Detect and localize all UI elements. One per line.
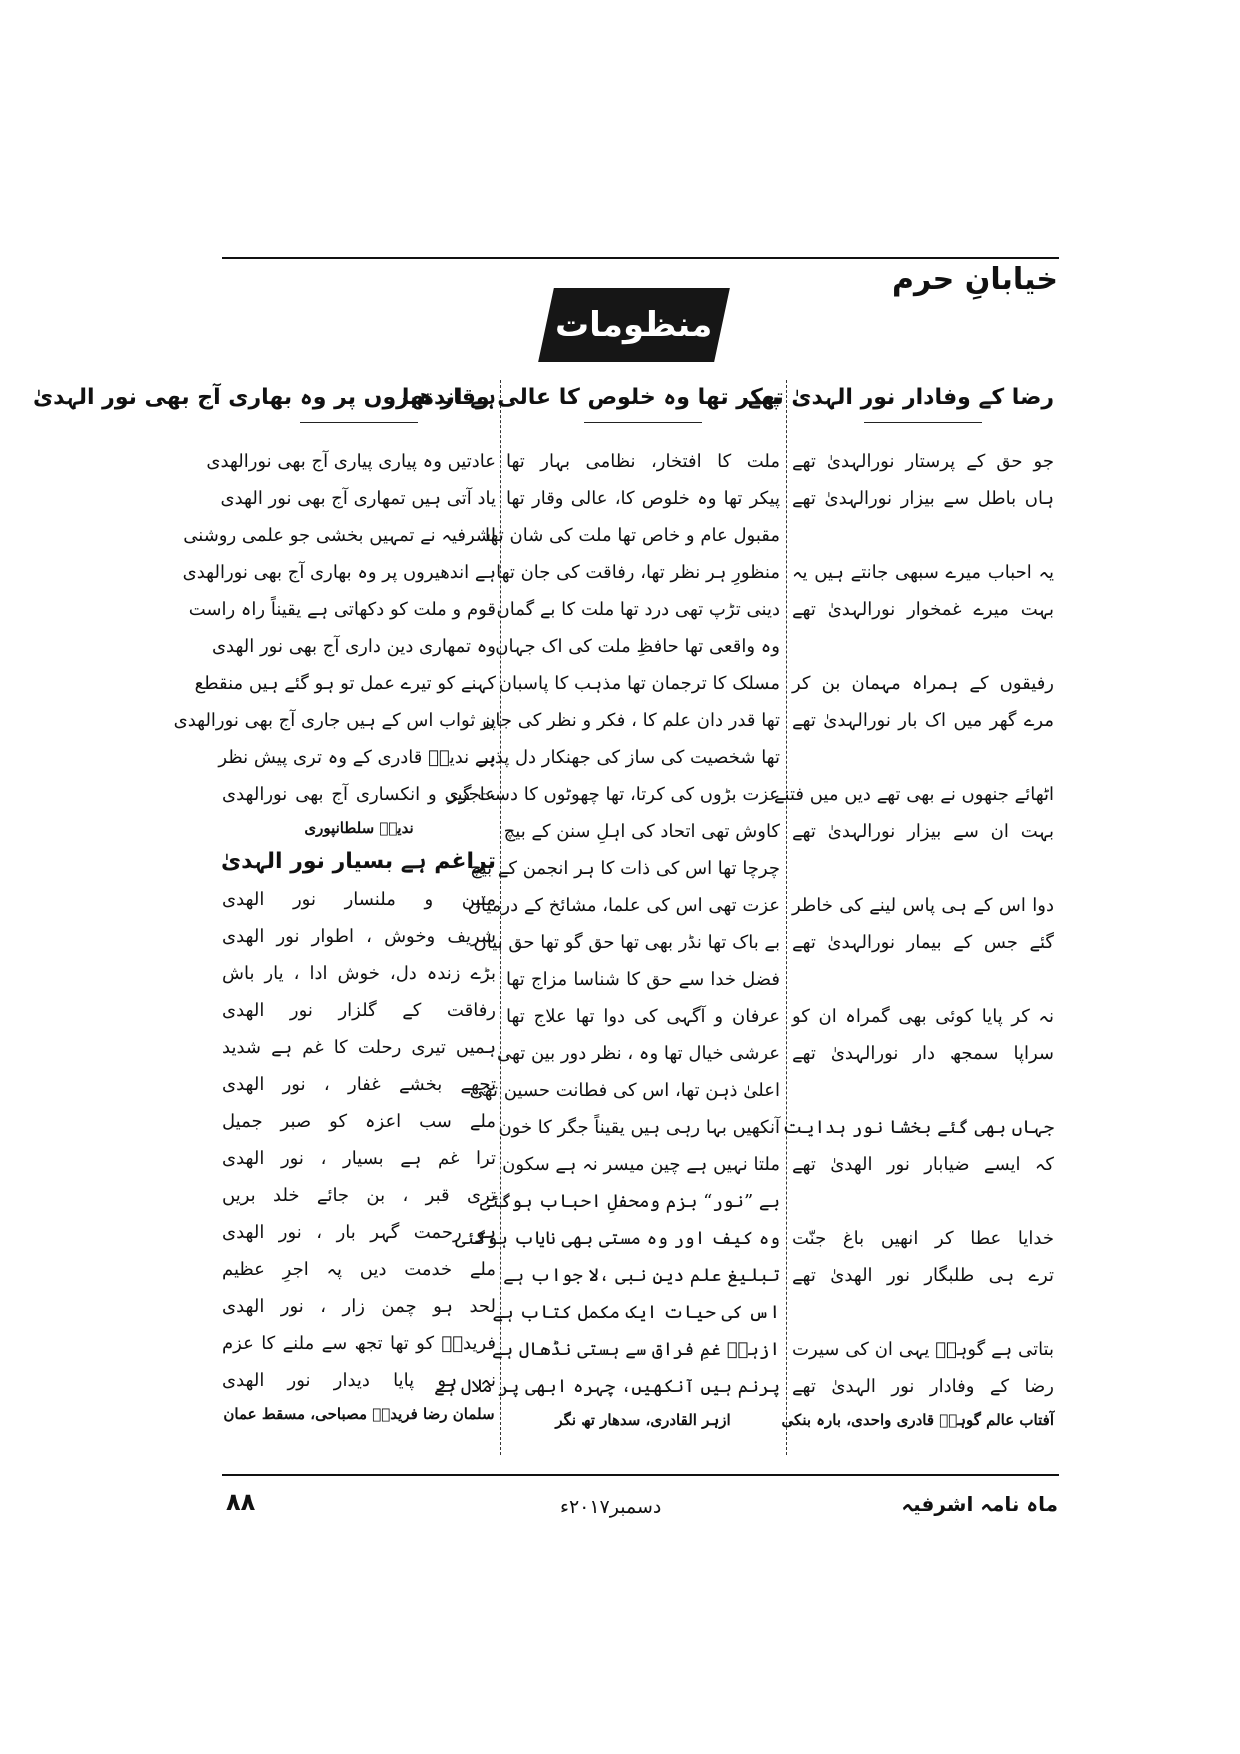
poet-name: ندیمؔ سلطانپوری	[304, 819, 414, 837]
verse-line: عادتیں وہ پیاری پیاری آج بھی نورالھدی	[206, 451, 496, 472]
verse-line: عرفان و آگہی کی دوا تھا علاج تھا	[506, 1006, 780, 1027]
page-number: ۸۸	[226, 1488, 256, 1516]
verse-line: مقبول عام و خاص تھا ملت کی شان تھا	[485, 525, 780, 546]
verse-line: سراپا سمجھ دار نورالہدیٰ تھے	[792, 1043, 1054, 1064]
verse-line: رفاقت کے گلزار نور الھدی	[222, 1000, 496, 1021]
verse-line: ملتا نہیں ہے چین میسر نہ ہے سکون	[502, 1154, 780, 1175]
verse-line: ملے خدمت دیں پہ اجرِ عظیم	[222, 1259, 496, 1280]
stanza-gap	[792, 961, 1054, 998]
verse-line: عرشی خیال تھا وہ ، نظر دور بین تھی	[496, 1043, 780, 1064]
verse-line: ازہرؔ غمِ فراق سے ہستی نڈھال ہے	[492, 1339, 780, 1360]
stanza-gap	[792, 1183, 1054, 1220]
verse-line: اٹھائے جنھوں نے بھی تھے دیں میں فتنے	[773, 784, 1054, 805]
poem-column-right	[748, 372, 1054, 1447]
poem-title: پیکر تھا وہ خلوص کا عالی وقار تھا	[401, 385, 780, 410]
poem-title: رضا کے وفادار نور الہدیٰ تھے	[748, 385, 1054, 410]
verse-line: اشرفیہ نے تمہیں بخشی جو علمی روشنی	[183, 525, 496, 546]
stanza-gap	[792, 517, 1054, 554]
verse-line: آنکھیں بہا رہی ہیں یقیناً جگر کا خون	[498, 1117, 780, 1138]
poem-title: ہے اندھیروں پر وہ بھاری آج بھی نور الہدیٰ	[32, 385, 496, 410]
verse-line: بے ”نور“ بزم ومحفلِ احباب ہوگئی	[479, 1191, 780, 1212]
verse-line: ہو رحمت گہر بار ، نور الھدی	[222, 1222, 496, 1243]
verse-line: لحد ہو چمن زار ، نور الھدی	[222, 1296, 496, 1317]
verse-line: تھا شخصیت کی ساز کی جھنکار دل پذیر	[479, 747, 780, 768]
verse-line: ہے ندیمؔ قادری کے وہ تری پیش نظر	[218, 747, 496, 768]
footer-date: دسمبر۲۰۱۷ء	[560, 1496, 662, 1518]
verse-line: یہ احباب میرے سبھی جانتے ہیں یہ	[792, 562, 1054, 583]
verse-line: فریدیؔ کو تھا تجھ سے ملنے کا عزم	[222, 1333, 496, 1354]
verse-line: ملت کا افتخار، نظامی بہار تھا	[506, 451, 780, 472]
verse-line: تری قبر ، بن جائے خلد بریں	[222, 1185, 496, 1206]
verse-line: ہاں باطل سے بیزار نورالہدیٰ تھے	[792, 488, 1054, 509]
verse-line: چرچا تھا اس کی ذات کا ہر انجمن کے بیچ	[470, 858, 780, 879]
verse-line: مسلک کا ترجمان تھا مذہب کا پاسبان	[498, 673, 780, 694]
verse-line: پر ثواب اس کے ہیں جاری آج بھی نورالھدی	[173, 710, 496, 731]
verse-line: دینی تڑپ تھی درد تھا ملت کا بے گماں	[496, 599, 780, 620]
verse-line: دوا اس کے ہی پاس لینے کی خاطر	[792, 895, 1054, 916]
verse-line: منظورِ ہر نظر تھا، رفاقت کی جان تھا	[496, 562, 780, 583]
verse-line: کہنے کو تیرے عمل تو ہو گئے ہیں منقطع	[194, 673, 496, 694]
verse-line: عزت بڑوں کی کرتا، تھا چھوٹوں کا دست گیر	[447, 784, 780, 805]
verse-line: یاد آتی ہیں تمھاری آج بھی نور الھدی	[220, 488, 496, 509]
poem-lines	[222, 881, 496, 1399]
verse-line: رفیقوں کے ہمراہ مہمان بن کر	[792, 673, 1054, 694]
verse-line: ملے سب اعزہ کو صبر جمیل	[222, 1111, 496, 1132]
verse-line: متین و ملنسار نور الھدی	[222, 889, 496, 910]
verse-line: کہ ایسے ضیابار نور الھدیٰ تھے	[792, 1154, 1054, 1175]
verse-line: اس کی حیات ایک مکمل کتاب ہے	[492, 1302, 780, 1323]
verse-line: گئے جس کے بیمار نورالہدیٰ تھے	[792, 932, 1054, 953]
poet-name: آفتاب عالم گوہرؔ قادری واحدی، بارہ بنکی	[781, 1411, 1054, 1429]
verse-line: بہت میرے غمخوار نورالہدیٰ تھے	[792, 599, 1054, 620]
verse-line: ترے ہی طلبگار نور الھدیٰ تھے	[792, 1265, 1054, 1286]
section-banner	[538, 288, 730, 362]
footer-magazine-name: ماہ نامہ اشرفیہ	[901, 1492, 1058, 1516]
verse-line: ترا غم ہے بسیار ، نور الھدی	[222, 1148, 496, 1169]
verse-line: جو حق کے پرستار نورالہدیٰ تھے	[792, 451, 1054, 472]
poem-column-left	[32, 372, 496, 1447]
verse-line: بتاتی ہے گوہرؔ یہی ان کی سیرت	[792, 1339, 1054, 1360]
verse-line: وہ کیف اور وہ مستی بھی نایاب ہوگئی	[455, 1228, 780, 1249]
stanza-gap	[792, 850, 1054, 887]
verse-line: اعلیٰ ذہن تھا، اس کی فطانت حسین تھی	[469, 1080, 780, 1101]
poem-subtitle: تراغم ہے بسیار نور الہدیٰ	[220, 849, 496, 874]
poem-lines	[434, 443, 780, 1405]
stanza-gap	[792, 628, 1054, 665]
poem-lines	[773, 443, 1054, 1405]
verse-line: تجھے بخشے غفار ، نور الھدی	[222, 1074, 496, 1095]
poet-name: ازہر القادری، سدھار تھ نگر	[555, 1411, 731, 1429]
verse-line: مرے گھر میں اک بار نورالہدیٰ تھے	[792, 710, 1054, 731]
verse-line: پرنم ہیں آنکھیں، چہرہ ابھی پر ملال ہے	[434, 1376, 780, 1397]
poet-name: سلمان رضا فریدیؔ مصباحی، مسقط عمان	[223, 1405, 495, 1423]
verse-line: تبلیغ علم دینِ نبی ،لا جواب ہے	[503, 1265, 780, 1286]
poem-lines	[173, 443, 496, 813]
verse-line: رضا کے وفادار نور الہدیٰ تھے	[792, 1376, 1054, 1397]
verse-line: بے باک تھا نڈر بھی تھا حق گو تھا حق بیاں	[473, 932, 780, 953]
title-underline	[864, 422, 982, 423]
stanza-gap	[792, 1294, 1054, 1331]
bottom-rule	[222, 1474, 1059, 1476]
verse-line: عاجزی و انکساری آج بھی نورالھدی	[222, 784, 496, 805]
verse-line: تھا قدر دان علم کا ، فکر و نظر کی جان	[482, 710, 780, 731]
verse-line: شریف وخوش ، اطوار نور الھدی	[222, 926, 496, 947]
verse-line: ہے اندھیروں پر وہ بھاری آج بھی نورالھدی	[182, 562, 496, 583]
verse-line: خدایا عطا کر انھیں باغ جنّت	[792, 1228, 1054, 1249]
verse-line: ہمیں تیری رحلت کا غم ہے شدید	[222, 1037, 496, 1058]
verse-line: عزت تھی اس کی علما، مشائخ کے درمیاں	[467, 895, 780, 916]
header-title: خیابانِ حرم	[892, 262, 1058, 297]
verse-line: وہ واقعی تھا حافظِ ملت کی اک جہاں	[495, 636, 780, 657]
verse-line: نہ ہو پایا دیدار نور الھدی	[222, 1370, 496, 1391]
verse-line: فضل خدا سے حق کا شناسا مزاج تھا	[506, 969, 780, 990]
verse-line: کاوش تھی اتحاد کی اہلِ سنن کے بیچ	[503, 821, 780, 842]
verse-line: قوم و ملت کو دکھاتی ہے یقیناً راہ راست	[188, 599, 496, 620]
verse-line: نہ کر پایا کوئی بھی گمراہ ان کو	[792, 1006, 1054, 1027]
stanza-gap	[792, 739, 1054, 776]
top-rule	[222, 257, 1059, 259]
poem-column-middle	[401, 372, 780, 1447]
section-title: منظومات	[555, 305, 713, 345]
verse-line: پیکر تھا وہ خلوص کا، عالی وقار تھا	[506, 488, 780, 509]
title-underline	[300, 422, 418, 423]
verse-line: جہاں بھی گئے بخشا نور ہدایت	[782, 1117, 1054, 1138]
verse-line: بڑے زندہ دل، خوش ادا ، یار باش	[222, 963, 496, 984]
title-underline	[584, 422, 702, 423]
column-divider	[786, 380, 787, 1455]
verse-line: بہت ان سے بیزار نورالہدیٰ تھے	[792, 821, 1054, 842]
verse-line: وہ تمھاری دین داری آج بھی نور الھدی	[211, 636, 496, 657]
stanza-gap	[792, 1072, 1054, 1109]
